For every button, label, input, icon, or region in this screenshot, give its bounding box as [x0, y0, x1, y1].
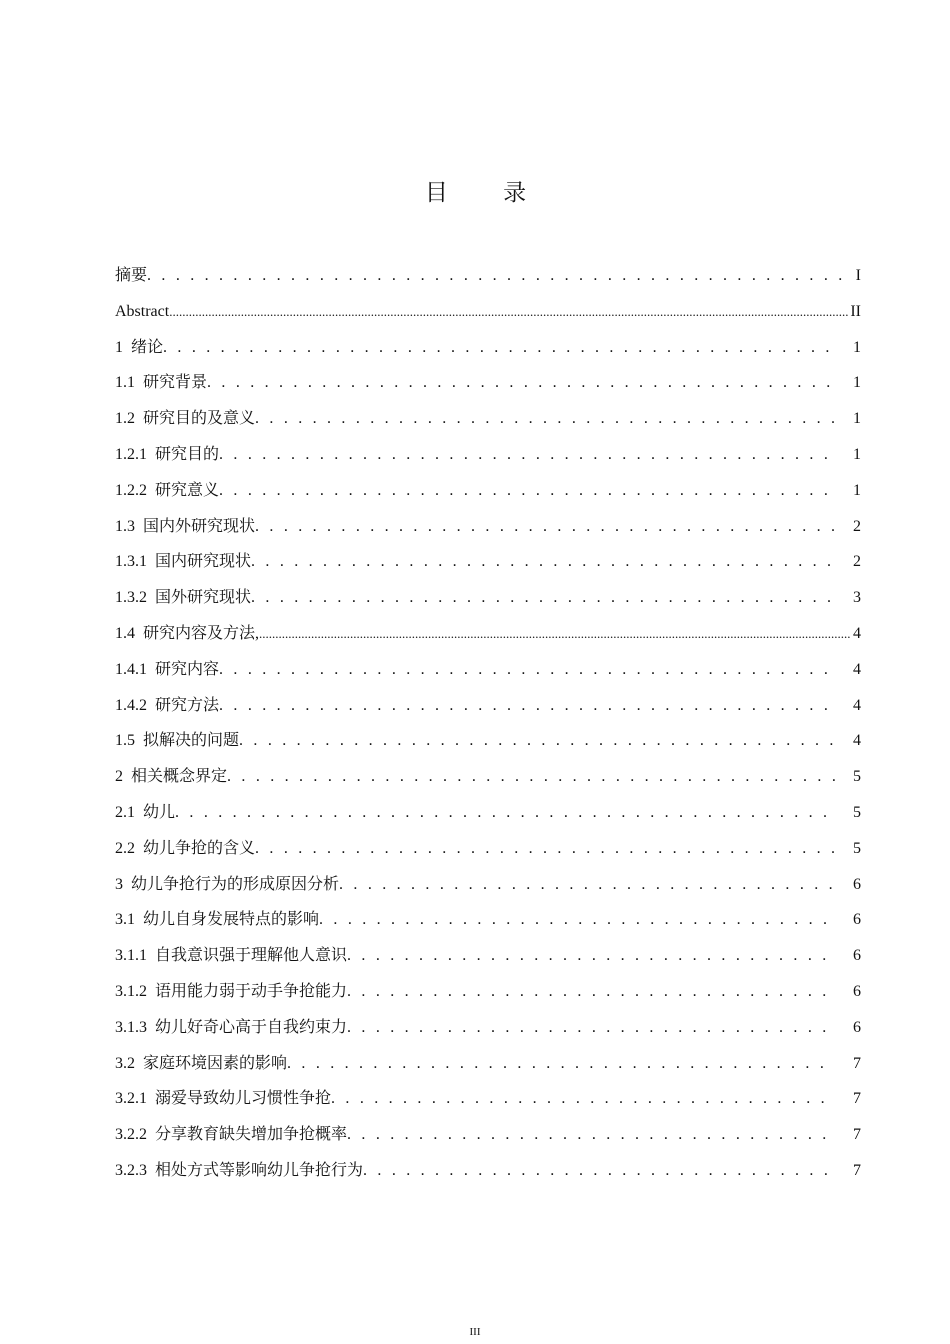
toc-entry-page: 6: [853, 982, 861, 1000]
toc-entry[interactable]: [115, 795, 861, 831]
toc-entry[interactable]: [115, 652, 861, 688]
toc-dot-leader: [331, 1081, 835, 1117]
toc-entry[interactable]: [115, 759, 861, 795]
toc-entry-label: 研究目的及意义: [143, 410, 256, 428]
toc-entry-label: 国外研究现状: [155, 589, 252, 607]
toc-entry-label: 相处方式等影响幼儿争抢行为: [155, 1161, 364, 1179]
toc-entry-page: 4: [853, 660, 861, 678]
toc-dot-leader: [347, 1010, 835, 1046]
toc-entry-label: 国内外研究现状: [143, 517, 256, 535]
toc-entry-number: 1: [115, 338, 123, 356]
toc-entry-number: 3.2.3: [115, 1161, 147, 1179]
toc-entry-number: 1.4.2: [115, 696, 147, 714]
toc-entry[interactable]: [115, 401, 861, 437]
toc-entry-label: 幼儿好奇心高于自我约束力: [155, 1018, 348, 1036]
toc-entry-label: 相关概念界定: [131, 768, 228, 786]
toc-entry-label: 幼儿争抢的含义: [143, 839, 256, 857]
toc-dot-leader: [363, 1153, 835, 1189]
toc-entry[interactable]: [115, 294, 861, 330]
toc-entry-number: 3.2: [115, 1054, 135, 1072]
toc-entry[interactable]: [115, 1153, 861, 1189]
toc-entry[interactable]: [115, 580, 861, 616]
toc-dot-leader: [219, 437, 835, 473]
toc-entry-label: 幼儿自身发展特点的影响: [143, 911, 320, 929]
toc-entry-label: 自我意识强于理解他人意识: [155, 947, 348, 965]
toc-entry-page: 2: [853, 517, 861, 535]
toc-entry[interactable]: [115, 258, 861, 294]
toc-dot-leader: [255, 509, 835, 545]
toc-entry[interactable]: [115, 544, 861, 580]
toc-entry[interactable]: [115, 974, 861, 1010]
toc-title: 目 录: [424, 180, 551, 206]
toc-dot-leader: [319, 902, 835, 938]
toc-dot-leader: [163, 330, 835, 366]
toc-entry-number: 2.2: [115, 839, 135, 857]
toc-entry-number: 3.2.2: [115, 1126, 147, 1144]
toc-dot-leader: [219, 473, 835, 509]
toc-dot-leader: [255, 401, 835, 437]
toc-entry[interactable]: [115, 437, 861, 473]
toc-entry-number: 3: [115, 875, 123, 893]
toc-dot-leader: [347, 974, 835, 1010]
toc-entry-label: 拟解决的问题: [143, 732, 240, 750]
toc-entry-number: 1.3: [115, 517, 135, 535]
toc-entry-number: 2: [115, 768, 123, 786]
toc-entry[interactable]: [115, 867, 861, 903]
toc-entry-page: 6: [853, 947, 861, 965]
toc-entry[interactable]: [115, 902, 861, 938]
toc-entry-number: 1.3.2: [115, 589, 147, 607]
toc-entry[interactable]: [115, 938, 861, 974]
toc-entry[interactable]: [115, 723, 861, 759]
toc-entry-page: 2: [853, 553, 861, 571]
toc-dot-leader: [287, 1046, 835, 1082]
toc-entry-label: 溺爱导致幼儿习惯性争抢: [155, 1090, 332, 1108]
toc-entry[interactable]: [115, 365, 861, 401]
toc-entry-number: 1.1: [115, 374, 135, 392]
toc-entry-label: 幼儿: [143, 803, 176, 821]
toc-dot-leader: [219, 652, 835, 688]
toc-entry-number: 1.2.2: [115, 481, 147, 499]
toc-dot-leader: [339, 867, 835, 903]
toc-entry-number: 3.2.1: [115, 1090, 147, 1108]
toc-dot-leader: [259, 616, 851, 652]
toc-entry[interactable]: [115, 1117, 861, 1153]
toc-entry-label: 研究内容及方法,: [143, 624, 260, 642]
toc-list: [115, 258, 861, 1189]
toc-entry-page: 6: [853, 911, 861, 929]
toc-entry[interactable]: [115, 473, 861, 509]
toc-entry-page: 5: [853, 839, 861, 857]
toc-entry[interactable]: [115, 330, 861, 366]
toc-entry-number: 3.1.1: [115, 947, 147, 965]
toc-entry-number: 1.2: [115, 410, 135, 428]
toc-dot-leader: [169, 294, 848, 330]
toc-entry-label: 绪论: [131, 338, 164, 356]
toc-entry-page: 5: [853, 768, 861, 786]
toc-dot-leader: [227, 759, 835, 795]
toc-entry-number: 3.1.2: [115, 982, 147, 1000]
toc-entry-label: 研究背景: [143, 374, 208, 392]
toc-entry-page: 7: [853, 1090, 861, 1108]
toc-entry-page: 5: [853, 803, 861, 821]
toc-entry-page: 6: [853, 1018, 861, 1036]
toc-entry-label: 家庭环境因素的影响: [143, 1054, 288, 1072]
toc-entry-label: 国内研究现状: [155, 553, 252, 571]
toc-entry-page: 1: [853, 481, 861, 499]
toc-entry-label: 分享教育缺失增加争抢概率: [155, 1126, 348, 1144]
toc-entry-label: Abstract: [115, 302, 170, 320]
toc-entry-number: 1.5: [115, 732, 135, 750]
toc-dot-leader: [347, 1117, 835, 1153]
toc-entry-label: 语用能力弱于动手争抢能力: [155, 982, 348, 1000]
toc-entry[interactable]: [115, 1081, 861, 1117]
toc-entry-page: 7: [853, 1054, 861, 1072]
toc-entry[interactable]: [115, 616, 861, 652]
toc-entry-page: 1: [853, 410, 861, 428]
toc-entry-number: 1.4: [115, 624, 135, 642]
toc-entry[interactable]: [115, 1046, 861, 1082]
toc-dot-leader: [251, 544, 835, 580]
toc-entry-number: 1.4.1: [115, 660, 147, 678]
toc-entry[interactable]: [115, 831, 861, 867]
toc-entry-label: 研究意义: [155, 481, 220, 499]
toc-entry[interactable]: [115, 1010, 861, 1046]
toc-entry-label: 摘要: [115, 267, 148, 284]
toc-entry-page: 4: [853, 732, 861, 750]
toc-entry-page: 4: [853, 624, 861, 642]
toc-entry-label: 研究内容: [155, 660, 220, 678]
toc-dot-leader: [239, 723, 835, 759]
toc-dot-leader: [347, 938, 835, 974]
toc-entry-page: II: [850, 302, 861, 320]
toc-entry-number: 1.3.1: [115, 553, 147, 571]
toc-entry-label: 幼儿争抢行为的形成原因分析: [131, 875, 340, 893]
toc-dot-leader: [147, 258, 851, 294]
toc-dot-leader: [175, 795, 835, 831]
toc-entry-number: 3.1: [115, 911, 135, 929]
toc-entry-page: 1: [853, 445, 861, 463]
toc-dot-leader: [255, 831, 835, 867]
page-number: III: [469, 1326, 481, 1338]
toc-entry-page: 1: [853, 338, 861, 356]
toc-entry[interactable]: [115, 688, 861, 724]
toc-dot-leader: [251, 580, 835, 616]
toc-entry-page: 1: [853, 374, 861, 392]
toc-entry-number: 2.1: [115, 803, 135, 821]
toc-dot-leader: [207, 365, 835, 401]
toc-entry-label: 研究方法: [155, 696, 220, 714]
toc-entry-number: 1.2.1: [115, 445, 147, 463]
toc-dot-leader: [219, 688, 835, 724]
toc-entry[interactable]: [115, 509, 861, 545]
toc-entry-page: 7: [853, 1126, 861, 1144]
toc-entry-number: 3.1.3: [115, 1018, 147, 1036]
toc-entry-page: 3: [853, 589, 861, 607]
toc-entry-page: 4: [853, 696, 861, 714]
toc-entry-page: 6: [853, 875, 861, 893]
toc-entry-label: 研究目的: [155, 445, 220, 463]
toc-entry-page: I: [855, 267, 861, 284]
toc-entry-page: 7: [853, 1161, 861, 1179]
